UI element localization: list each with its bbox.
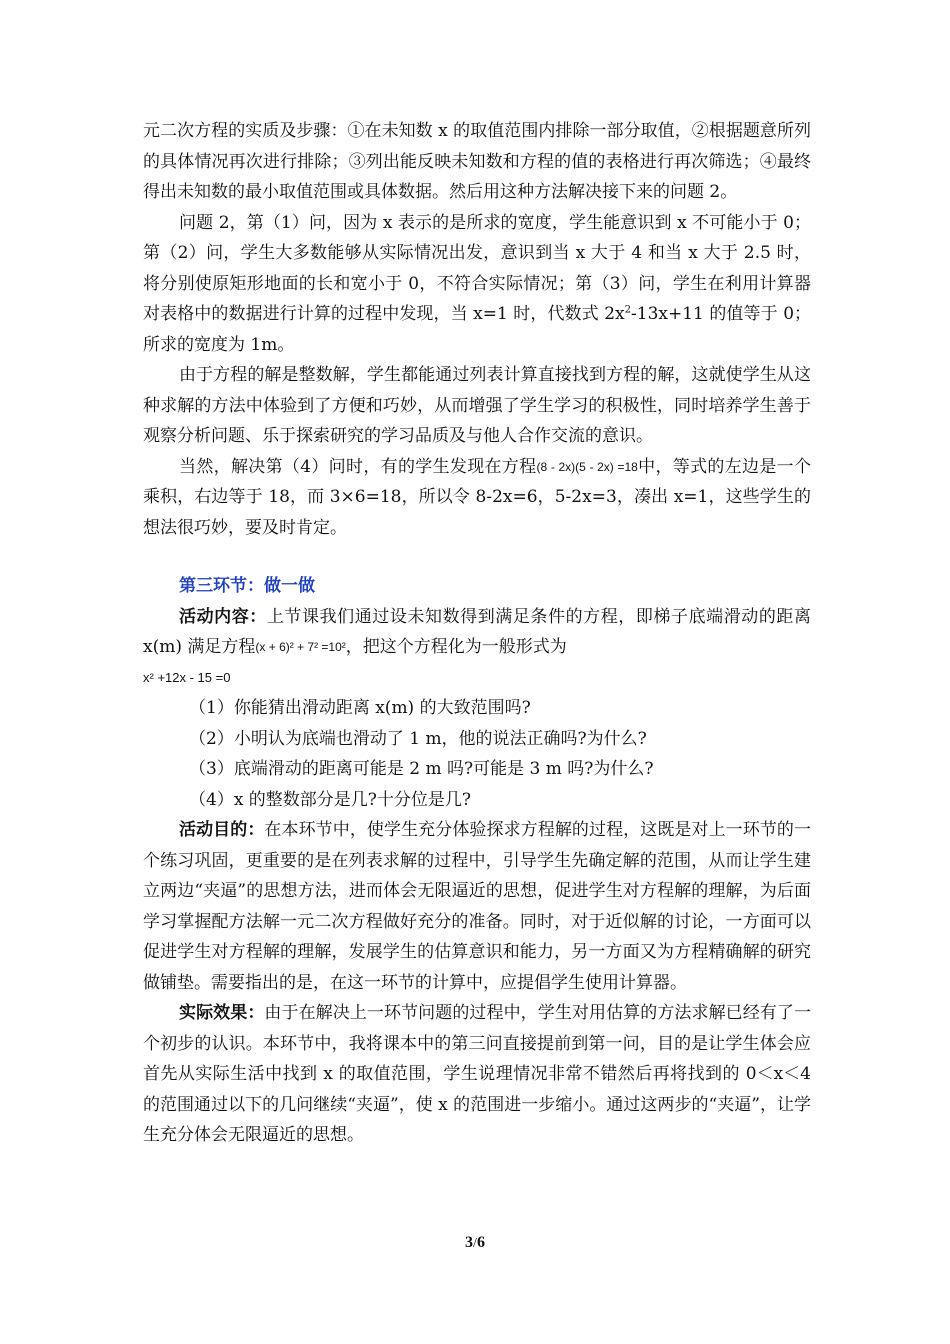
- q2-text-a: 问题 2，第（1）问，因为 x 表示的是所求的宽度，学生能意识到 x 不可能小于 0；第（2）问，学生大多数能够从实际情况出发，意识到当 x 大于 4 和当 x 大于 2.5 时，将分别使原矩形地面的长和宽小于 0，不符合实际情况；第（3）问，学生在利用计算器对表格中的数据进行计算的过程中发现，当 x=1 时，代数式 2x: [143, 212, 811, 324]
- activity-purpose-text: 在本环节中，使学生充分体验探求方程解的过程，这既是对上一环节的一个练习巩固，更重要的是在列表求解的过程中，引导学生先确定解的范围，从而让学生建立两边“夹逼”的思想方法，进而体会无限逼近的思想，促进学生对方程解的理解，为后面学习掌握配方法解一元二次方程做好充分的准备。同时，对于近似解的讨论，一方面可以促进学生对方程解的理解，发展学生的估算意识和能力，另一方面又为方程精确解的研究做铺垫。需要指出的是，在这一环节的计算中，应提倡学生使用计算器。: [143, 820, 812, 993]
- section-gap: [143, 543, 811, 571]
- question-item: （1）你能猜出滑动距离 x(m) 的大致范围吗?: [189, 698, 531, 718]
- q4-text-a: 当然，解决第（4）问时，有的学生发现在方程: [179, 456, 537, 477]
- q2-text-b: -13x+11 的值等于 0；所求的宽度为 1m。: [143, 304, 812, 355]
- page-number: [0, 1234, 950, 1252]
- paragraph-steps: 元二次方程的实质及步骤：①在未知数 x 的取值范围内排除一部分取值，②根据题意所列的具体情况再次进行排除；③列出能反映未知数和方程的值的表格进行再次筛选；④最终得出未知数的最小取值范围或具体数据。然后用这种方法解决接下来的问题 2。: [143, 121, 811, 202]
- question-item: （4）x 的整数部分是几?十分位是几?: [189, 789, 472, 810]
- q4-text-b: 中，等式的左边是一个乘积，右边等于 18，而 3×6=18，所以令 8-2x=6，5-2x=3，凑出 x=1，这些学生的想法很巧妙，要及时肯定。: [143, 456, 811, 538]
- q4-equation: (8 - 2x)(5 - 2x) =18: [536, 459, 638, 474]
- page-current: 3: [465, 1234, 474, 1251]
- actual-effect-text: 由于在解决上一环节问题的过程中，学生对用估算的方法求解已经有了一个初步的认识。本环节中，我将课本中的第三问直接提前到第一问，目的是让学生体会应首先从实际生活中找到 x 的取值范围，学生说理情况非常不错然后再将找到的 0＜x＜4 的范围通过以下的几问继续“夹逼”，使 x 的范围进一步缩小。通过这两步的“夹逼”，让学生充分体会无限逼近的思想。: [143, 1003, 812, 1145]
- activity-content-text-a: 上节课我们通过设未知数得到满足条件的方程，即梯子底端滑动的距离 x(m) 满足方程: [143, 606, 812, 657]
- paragraph-activity-content: [143, 602, 811, 663]
- paragraph-integer-solution: 由于方程的解是整数解，学生都能通过列表计算直接找到方程的解，这就使学生从这种求解的方法中体验到了方便和巧妙，从而增强了学生学习的积极性，同时培养学生善于观察分析问题、乐于探索研究的学习品质及与他人合作交流的意识。: [143, 365, 811, 446]
- activity-content-text-b: ，把这个方程化为一般形式为: [345, 637, 567, 657]
- section-title: 第三环节：做一做: [179, 576, 315, 596]
- activity-content-label: 活动内容：: [179, 606, 267, 627]
- page-content: [143, 116, 811, 1151]
- general-form-equation: x² +12x - 15 =0: [143, 669, 231, 685]
- activity-equation: (x + 6)² + 7² =10²: [255, 640, 346, 654]
- page-total: 6: [476, 1234, 485, 1251]
- actual-effect-label: 实际效果：: [179, 1003, 265, 1023]
- page-separator: /: [473, 1236, 477, 1251]
- q2-exponent: 2: [624, 304, 632, 316]
- paragraph-activity-purpose: [143, 815, 811, 998]
- paragraph-actual-effect: [143, 998, 811, 1151]
- paragraph-question-4: [143, 452, 811, 544]
- question-item: （2）小明认为底端也滑动了 1 m，他的说法正确吗?为什么?: [189, 728, 647, 749]
- paragraph-question-2: [143, 208, 811, 361]
- activity-purpose-label: 活动目的：: [179, 820, 265, 840]
- question-item: （3）底端滑动的距离可能是 2 m 吗?可能是 3 m 吗?为什么?: [189, 759, 654, 779]
